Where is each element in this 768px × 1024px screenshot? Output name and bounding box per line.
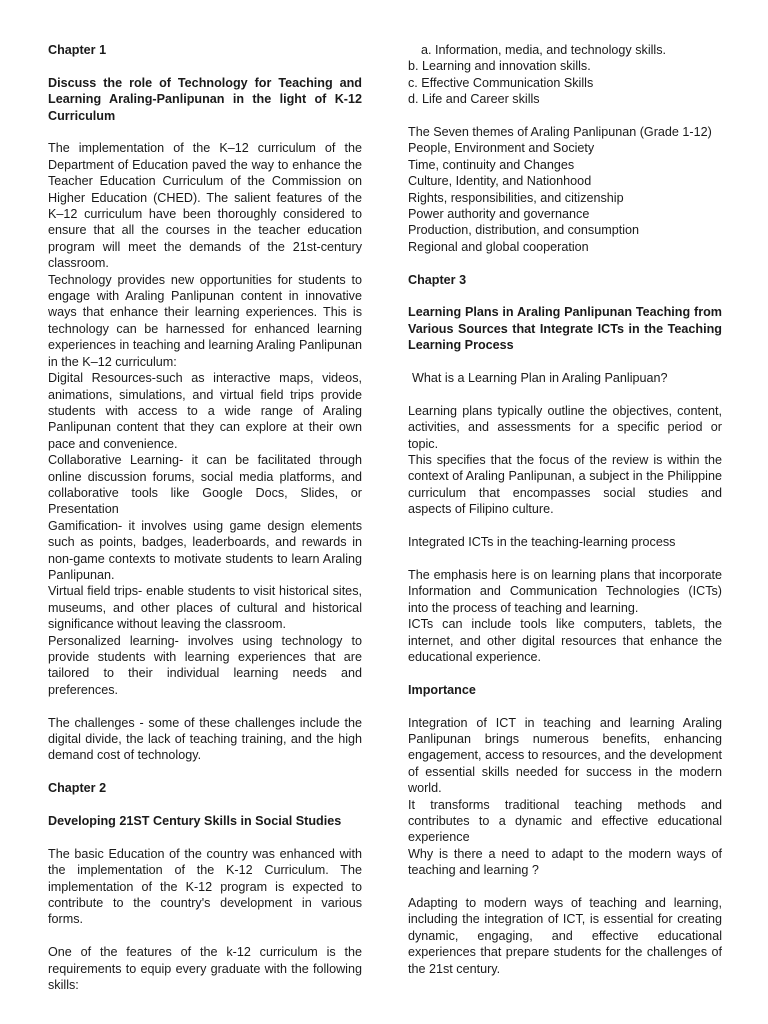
chapter-3-title: Chapter 3 <box>408 272 467 287</box>
chapter-3-heading: Learning Plans in Araling Panlipunan Teaching from Various Sources that Integrate ICTs in the Teaching Learning Process <box>408 305 722 353</box>
left-column <box>48 42 362 993</box>
themes-title: The Seven themes of Araling Panlipunan (Grade 1-12) <box>408 125 712 140</box>
paragraph: It transforms traditional teaching methods and contributes to a dynamic and effective educational experience <box>408 797 722 845</box>
chapter-1-title: Chapter 1 <box>48 43 107 57</box>
paragraph: The challenges - some of these challenges include the digital divide, the lack of teaching training, and the high demand cost of technology. <box>48 715 362 763</box>
chapter-1-heading: Discuss the role of Technology for Teaching and Learning Araling-Panlipunan in the light of K-12 Curriculum <box>48 75 362 123</box>
right-column <box>408 42 722 977</box>
paragraph: The emphasis here is on learning plans that incorporate Information and Communication Technologies (ICTs) into the process of teaching and learning. <box>408 567 722 615</box>
skill-item: d. Life and Career skills <box>408 92 540 107</box>
paragraph: Learning plans typically outline the objectives, content, activities, and assessments for a specific period or topic. <box>408 403 722 451</box>
paragraph: Integrated ICTs in the teaching-learning process <box>408 535 676 550</box>
skill-item: c. Effective Communication Skills <box>408 75 594 90</box>
paragraph: Personalized learning- involves using technology to provide students with learning experiences that are tailored to their individual learning needs and preferences. <box>48 633 362 697</box>
paragraph: ICTs can include tools like computers, tablets, the internet, and other digital resources that enhance the educational experience. <box>408 617 722 664</box>
paragraph: Integration of ICT in teaching and learning Araling Panlipunan brings numerous benefits, enhancing engagement, access to resources, and the development of essential skills needed for success in the modern world. <box>408 715 722 796</box>
theme-item: Regional and global cooperation <box>408 239 589 254</box>
paragraph: Why is there a need to adapt to the modern ways of teaching and learning ? <box>408 846 722 878</box>
paragraph: Adapting to modern ways of teaching and learning, including the integration of ICT, is essential for creating dynamic, engaging, and effective educational experiences that prepare students for the challenges of the 21st century. <box>408 895 722 976</box>
theme-item: Rights, responsibilities, and citizenship <box>408 190 624 205</box>
paragraph: The implementation of the K–12 curriculum of the Department of Education paved the way to enhance the Teacher Education Curriculum of the Commission on Higher Education (CHED). The salient features of the K–12 curriculum have been thoroughly considered to ensure that all the courses in the teacher education program will meet the demands of the 21st-century classroom. <box>48 141 362 271</box>
theme-item: Culture, Identity, and Nationhood <box>408 174 592 189</box>
paragraph: Digital Resources-such as interactive maps, videos, animations, simulations, and virtual field trips provide students with access to a wide range of Araling Panlipunan content that they can explore at their own pace and convenience. <box>48 371 362 451</box>
paragraph: This specifies that the focus of the review is within the context of Araling Panlipunan, a subject in the Philippine curriculum that encompasses social studies and aspects of Filipino culture. <box>408 453 722 517</box>
paragraph: One of the features of the k-12 curriculum is the requirements to equip every graduate with the following skills: <box>48 945 362 993</box>
chapter-2-heading: Developing 21ST Century Skills in Social Studies <box>48 814 342 829</box>
theme-item: People, Environment and Society <box>408 141 595 156</box>
chapter-2-title: Chapter 2 <box>48 781 107 796</box>
paragraph: Virtual field trips- enable students to visit historical sites, museums, and other places of cultural and historical significance without leaving the classroom. <box>48 584 362 632</box>
skill-item: a. Information, media, and technology skills. <box>421 43 667 57</box>
learning-plan-question: What is a Learning Plan in Araling Panlipuan? <box>412 371 668 386</box>
theme-item: Production, distribution, and consumption <box>408 223 640 238</box>
paragraph: Collaborative Learning- it can be facilitated through online discussion forums, social media platforms, and collaborative tools like Google Docs, Slides, or Presentation <box>48 453 362 517</box>
skill-item: b. Learning and innovation skills. <box>408 59 591 74</box>
paragraph: Technology provides new opportunities for students to engage with Araling Panlipunan content in innovative ways that enhance their learning experiences. This is technology can be harnessed for enhanced learning experiences in teaching and learning Araling Panlipunan in the K–12 curriculum: <box>48 272 362 369</box>
paragraph: Gamification- it involves using game design elements such as points, badges, leaderboards, and rewards in non-game contexts to motivate students to learn Araling Panlipunan. <box>48 518 362 582</box>
importance-title: Importance <box>408 682 476 697</box>
paragraph: The basic Education of the country was enhanced with the implementation of the K-12 Curriculum. The implementation of the K-12 program is expected to contribute to the country's development in various forms. <box>48 846 362 927</box>
theme-item: Power authority and governance <box>408 207 590 222</box>
theme-item: Time, continuity and Changes <box>408 157 575 172</box>
